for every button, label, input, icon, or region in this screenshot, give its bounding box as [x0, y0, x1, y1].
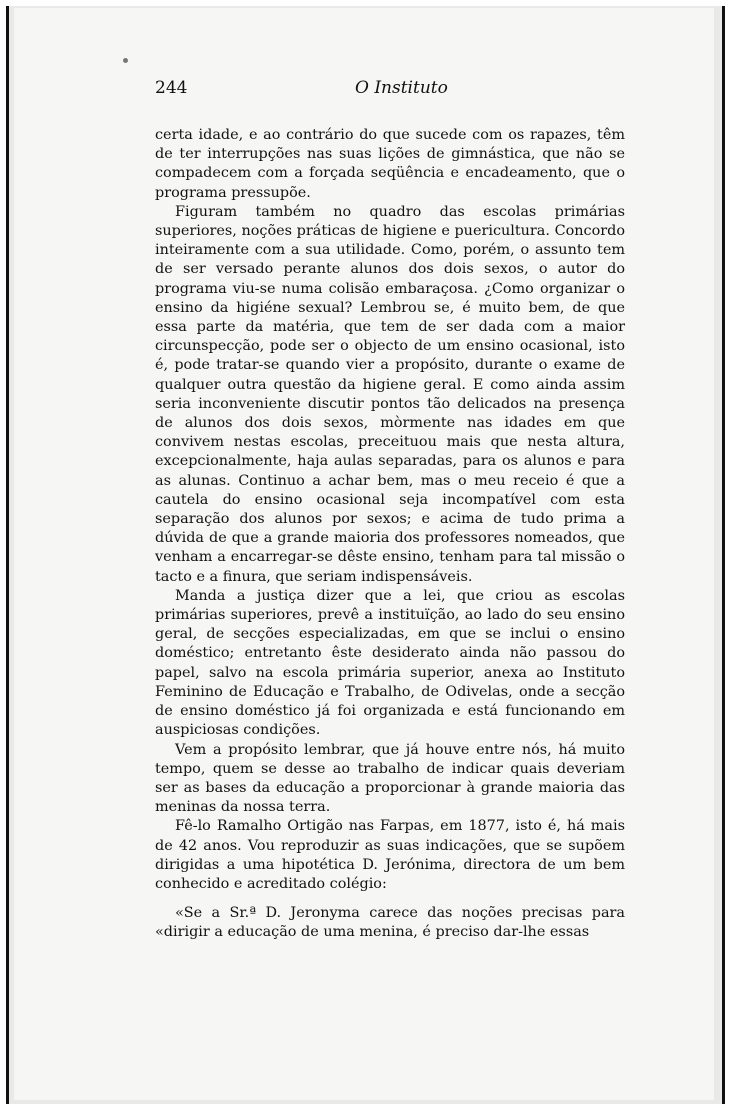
paragraph: Figuram também no quadro das escolas primárias superiores, noções práticas de higiene e puericultura. Concordo inteiramente com a sua utilidade. Como, porém, o assunto tem de ser versado perante alunos dos dois sexos, o autor do programa viu-se numa colisão embaraçosa. ¿Como organizar o ensino da higiéne sexual? Lembrou se, é muito bem, de que essa parte da matéria, que tem de ser dada com a maior circunspecção, pode ser o objecto de um ensino ocasional, isto é, pode tratar-se quando vier a propósito, durante o exame de qualquer outra questão da higiene geral. E como ainda assim seria inconveniente discutir pontos tão delicados na presença de alunos dos dois sexos, mòrmente nas idades em que convivem nestas escolas, preceituou mais que nesta altura, excepcionalmente, haja aulas separadas, para os alunos e para as alunas. Continuo a achar bem, mas o meu receio é que a cautela do ensino ocasional seja incompatível com esta separação dos alunos por sexos; e acima de tudo prima a dúvida de que a grande maioria dos professores nomeados, que venham a encarregar-se dêste ensino, tenham para tal missão o tacto e a finura, que seriam indispensáveis. — [155, 203, 625, 585]
paragraph: Fê-lo Ramalho Ortigão nas Farpas, em 1877, isto é, há mais de 42 anos. Vou reproduzir as suas indicações, que se supõem dirigidas a uma hipotética D. Jerónima, directora de um bem conhecido e acreditado colégio: — [155, 818, 625, 892]
paragraph: certa idade, e ao contrário do que sucede com os rapazes, têm de ter interrupções nas suas lições de gimnástica, que não se compadecem com a forçada seqüência e encadeamento, que o programa pressupõe. — [155, 127, 625, 201]
quote-paragraph: «Se a Sr.ª D. Jeronyma carece das noções precisas para «dirigir a educação de uma menina, é preciso dar-lhe essas — [155, 905, 625, 941]
ink-speck — [123, 58, 128, 63]
running-title: O Instituto — [355, 78, 448, 98]
paragraph: Vem a propósito lembrar, que já houve entre nós, há muito tempo, quem se desse ao trabalho de indicar quais deveriam ser as bases da educação a proporcionar à grande maioria das meninas da nossa terra. — [155, 741, 625, 816]
body-text — [155, 126, 625, 943]
paragraph: Manda a justiça dizer que a lei, que criou as escolas primárias superiores, prevê a instituïção, ao lado do seu ensino geral, de secções especializadas, em que se inclui o ensino doméstico; entretanto êste desiderato ainda não passou do papel, salvo na escola primária superior, anexa ao Instituto Feminino de Educação e Trabalho, de Odivelas, onde a secção de ensino doméstico já foi organizada e está funcionando em auspiciosas condições. — [155, 587, 625, 739]
page-number: 244 — [155, 78, 188, 98]
page-header — [155, 78, 625, 104]
